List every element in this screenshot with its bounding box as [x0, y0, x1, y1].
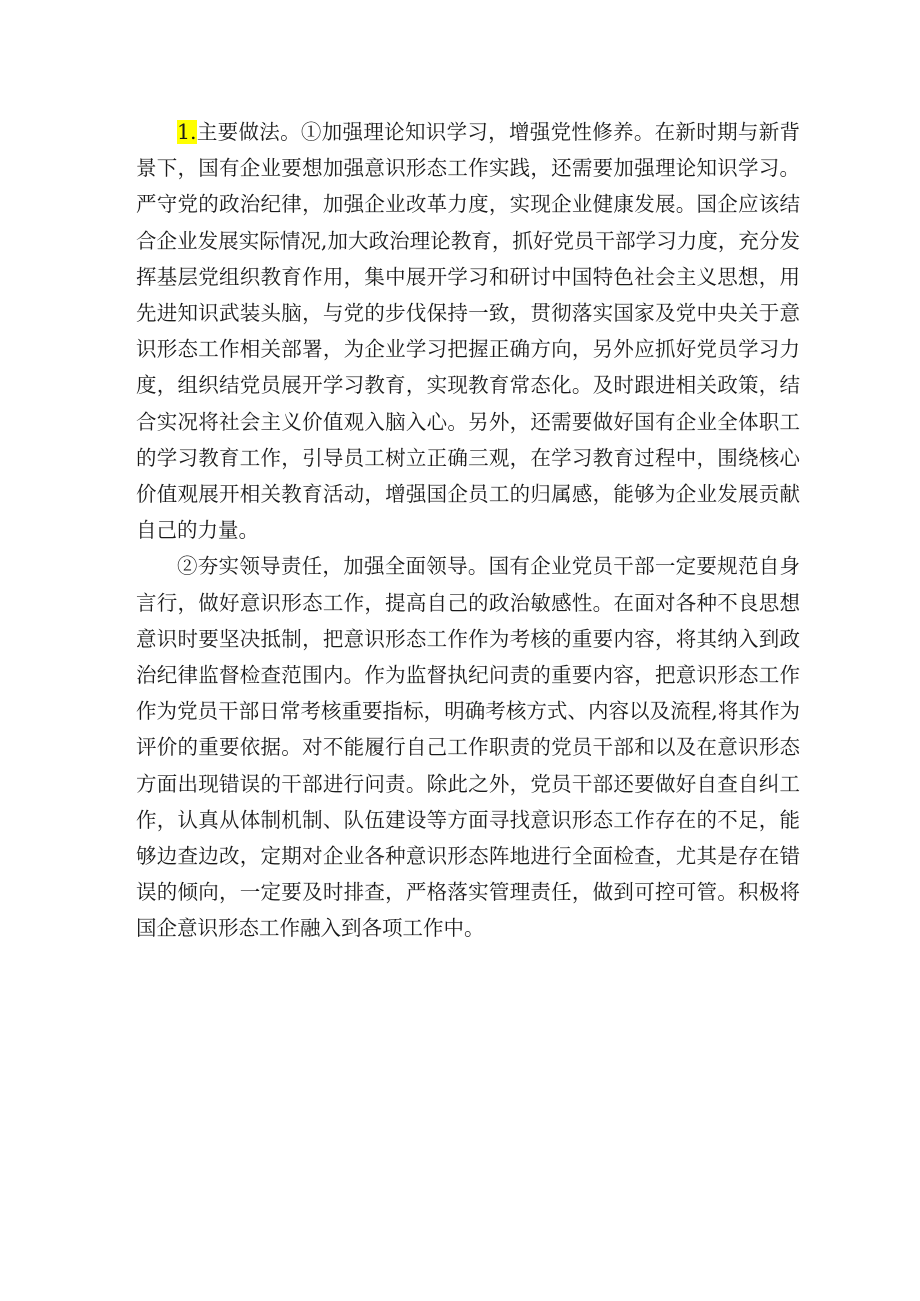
section-number-highlight: 1. [177, 120, 197, 144]
paragraph-1-text: 主要做法。①加强理论知识学习，增强党性修养。在新时期与新背景下，国有企业要想加强意识形态工作实践，还需要加强理论知识学习。严守党的政治纪律，加强企业改革力度，实现企业健康发展。国企应该结合企业发展实际情况,加大政治理论教育，抓好党员干部学习力度，充分发挥基层党组织教育作用，集中展开学习和研讨中国特色社会主义思想，用先进知识武装头脑，与党的步伐保持一致，贯彻落实国家及党中央关于意识形态工作相关部署，为企业学习把握正确方向，另外应抓好党员学习力度，组织结党员展开学习教育，实现教育常态化。及时跟进相关政策，结合实况将社会主义价值观入脑入心。另外，还需要做好国有企业全体职工的学习教育工作，引导员工树立正确三观，在学习教育过程中，围绕核心价值观展开相关教育活动，增强国企员工的归属感，能够为企业发展贡献自己的力量。 [136, 120, 800, 543]
paragraph-main-practices [136, 114, 800, 548]
document-page [136, 114, 800, 947]
paragraph-2-text: ②夯实领导责任，加强全面领导。国有企业党员干部一定要规范自身言行，做好意识形态工作，提高自己的政治敏感性。在面对各种不良思想意识时要坚决抵制，把意识形态工作作为考核的重要内容，将其纳入到政治纪律监督检查范围内。作为监督执纪问责的重要内容，把意识形态工作作为党员干部日常考核重要指标，明确考核方式、内容以及流程,将其作为评价的重要依据。对不能履行自己工作职责的党员干部和以及在意识形态方面出现错误的干部进行问责。除此之外，党员干部还要做好自查自纠工作，认真从体制机制、队伍建设等方面寻找意识形态工作存在的不足，能够边查边改，定期对企业各种意识形态阵地进行全面检查，尤其是存在错误的倾向，一定要及时排查，严格落实管理责任，做到可控可管。积极将国企意识形态工作融入到各项工作中。 [136, 554, 800, 941]
paragraph-leadership-responsibility [136, 548, 800, 946]
